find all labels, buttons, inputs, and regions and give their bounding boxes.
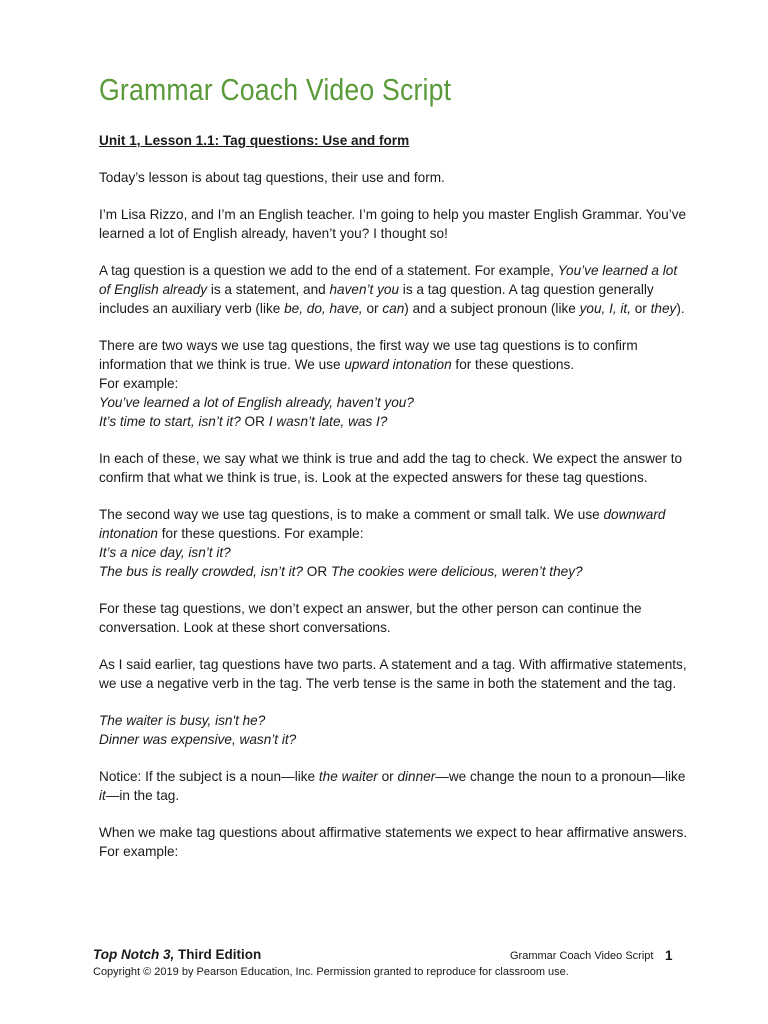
paragraph-notice: Notice: If the subject is a noun—like the waiter or dinner—we change the noun to a pronoun—like it—in the tag.: [99, 769, 686, 803]
example-sentence: The bus is really crowded, isn’t it? OR The cookies were delicious, weren’t they?: [99, 564, 583, 579]
paragraph-expectation: In each of these, we say what we think is true and add the tag to check. We expect the answer to confirm that what we think is true, is. Look at the expected answers for these tag questions.: [99, 451, 683, 485]
page-number: 1: [665, 948, 673, 963]
example-sentence: The waiter is busy, isn't he?: [99, 713, 266, 728]
paragraph-comment-use: The second way we use tag questions, is to make a comment or small talk. We use downward intonation for these questions. For example: It’s a nice day, isn’t it? The bus is really crowded, isn’t it? OR The cookies were delicious, weren’t they?: [99, 505, 689, 581]
footer-doc-name: Grammar Coach Video Script: [510, 950, 654, 962]
paragraph-no-answer: For these tag questions, we don’t expect an answer, but the other person can continue the conversation. Look at these short conversations.: [99, 601, 642, 635]
paragraph-confirm-use: There are two ways we use tag questions, the first way we use tag questions is to confirm information that we think is true. We use upward intonation for these questions. For example: You’ve learned a lot of English already, haven’t you? It’s time to start, isn’t it? OR I wasn’t late, was I?: [99, 336, 689, 431]
example-sentence: Dinner was expensive, wasn’t it?: [99, 732, 297, 747]
lesson-heading: Unit 1, Lesson 1.1: Tag questions: Use and form: [99, 133, 410, 148]
paragraph-intro: Today’s lesson is about tag questions, their use and form.: [99, 170, 445, 185]
example-sentence: It’s time to start, isn’t it? OR I wasn’t late, was I?: [99, 414, 388, 429]
footer-book-title: Top Notch 3, Third Edition: [93, 947, 262, 962]
script-body: [99, 131, 689, 879]
page-title: Grammar Coach Video Script: [99, 72, 452, 107]
paragraph-teacher-intro: I’m Lisa Rizzo, and I’m an English teacher. I’m going to help you master English Grammar. You’ve learned a lot of English already, haven’t you? I thought so!: [99, 207, 687, 241]
example-sentence: It’s a nice day, isn’t it?: [99, 545, 231, 560]
paragraph-two-parts: As I said earlier, tag questions have two parts. A statement and a tag. With affirmative statements, we use a negative verb in the tag. The verb tense is the same in both the statement and the tag.: [99, 657, 687, 691]
paragraph-tag-definition: A tag question is a question we add to the end of a statement. For example, You’ve learned a lot of English already is a statement, and haven’t you is a tag question. A tag question generally includes an auxiliary verb (like be, do, have, or can) and a subject pronoun (like you, I, it, or they).: [99, 263, 685, 316]
copyright-notice: Copyright © 2019 by Pearson Education, Inc. Permission granted to reproduce for classroom use.: [93, 966, 569, 978]
paragraph-affirmative-answers: When we make tag questions about affirmative statements we expect to hear affirmative answers. For example:: [99, 825, 688, 859]
paragraph-examples: [99, 711, 689, 749]
example-sentence: You’ve learned a lot of English already, haven’t you?: [99, 395, 414, 410]
